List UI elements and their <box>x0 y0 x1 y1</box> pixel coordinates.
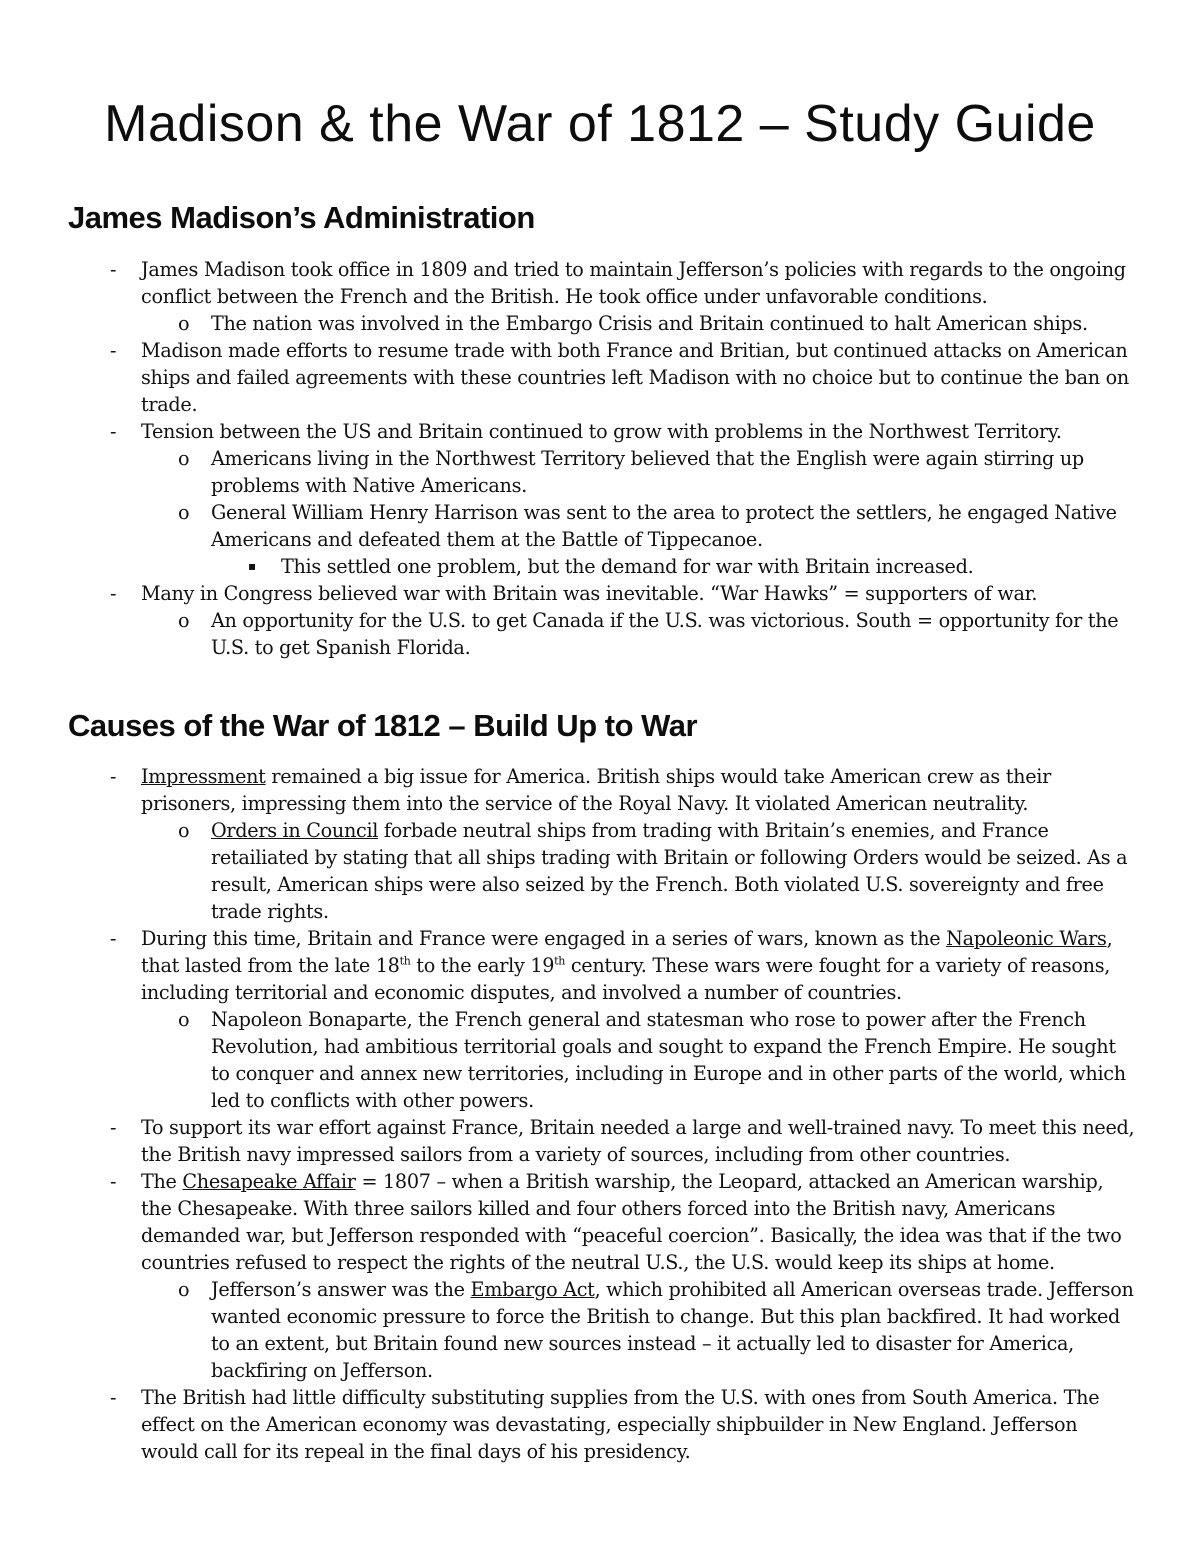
section-heading-madison-administration: James Madison’s Administration <box>68 200 535 235</box>
circle-bullet: o <box>178 1278 190 1301</box>
key-term-napoleonic-wars: Napoleonic Wars <box>946 927 1107 950</box>
list-item-text: forbade neutral ships from trading with Britain’s enemies, and France retailiated by stating that all ships trading with Britain or following Orders would be seized. As a result, American ships were also seized by the French. Both violated U.S. sovereignty and free trade rights. <box>211 819 1128 923</box>
key-term-orders-in-council: Orders in Council <box>211 819 379 842</box>
list-item-text: An opportunity for the U.S. to get Canada if the U.S. was victorious. South = opportunity for the U.S. to get Spanish Florida. <box>211 609 1119 659</box>
superscript: th <box>554 954 566 968</box>
list-item <box>0 1006 1135 1114</box>
section-causes-of-war <box>0 763 1200 1465</box>
list-item-text: To support its war effort against France, Britain needed a large and well-trained navy. To meet this need, the British navy impressed sailors from a variety of sources, including from other countries. <box>141 1116 1135 1166</box>
list-item <box>0 499 1135 553</box>
section-madison-administration <box>0 256 1200 661</box>
list-item-text: Many in Congress believed war with Britain was inevitable. “War Hawks” = supporters of war. <box>141 582 1038 605</box>
circle-bullet: o <box>178 1008 190 1031</box>
list-item <box>0 925 1135 1006</box>
key-term-chesapeake-affair: Chesapeake Affair <box>182 1170 356 1193</box>
list-item <box>0 817 1135 925</box>
list-item <box>0 1384 1135 1465</box>
key-term-impressment: Impressment <box>141 765 266 788</box>
list-item-text: Napoleon Bonaparte, the French general and statesman who rose to power after the French Revolution, had ambitious territorial goals and sought to expand the French Empire. He sought to conquer and annex new territories, including in Europe and in other parts of the world, which led to conflicts with other powers. <box>211 1008 1126 1112</box>
list-item-text: The <box>141 1170 183 1193</box>
list-item-text: This settled one problem, but the demand for war with Britain increased. <box>281 555 974 578</box>
list-item <box>0 1114 1135 1168</box>
dash-bullet: - <box>110 1170 117 1193</box>
list-item-text: James Madison took office in 1809 and tried to maintain Jefferson’s policies with regards to the ongoing conflict between the French and the British. He took office under unfavorable conditions. <box>141 258 1126 308</box>
list-item-text: The nation was involved in the Embargo Crisis and Britain continued to halt American ships. <box>211 312 1088 335</box>
list-item <box>0 445 1135 499</box>
dash-bullet: - <box>110 582 117 605</box>
list-item <box>0 1276 1135 1384</box>
dash-bullet: - <box>110 339 117 362</box>
circle-bullet: o <box>178 501 190 524</box>
list-item-text: The British had little difficulty substituting supplies from the U.S. with ones from South America. The effect on the American economy was devastating, especially shipbuilder in New England. Jefferson would call for its repeal in the final days of his presidency. <box>141 1386 1100 1463</box>
list-item-text: century. These wars were fought for a variety of reasons, including territorial and economic disputes, and involved a number of countries. <box>141 954 1111 1004</box>
list-item-text: Jefferson’s answer was the <box>211 1278 471 1301</box>
list-item-text: remained a big issue for America. British ships would take American crew as their prisoners, impressing them into the service of the Royal Navy. It violated American neutrality. <box>141 765 1051 815</box>
dash-bullet: - <box>110 258 117 281</box>
page-title: Madison & the War of 1812 – Study Guide <box>104 95 1096 153</box>
list-item <box>0 310 1135 337</box>
list-item-text: Americans living in the Northwest Territory believed that the English were again stirring up problems with Native Americans. <box>211 447 1084 497</box>
list-item-text: , that lasted from the late 18 <box>141 927 1113 977</box>
circle-bullet: o <box>178 312 190 335</box>
dash-bullet: - <box>110 1116 117 1139</box>
list-item-text: Madison made efforts to resume trade with both France and Britian, but continued attacks on American ships and failed agreements with these countries left Madison with no choice but to continue the ban on trade. <box>141 339 1129 416</box>
dash-bullet: - <box>110 420 117 443</box>
key-term-embargo-act: Embargo Act <box>470 1278 595 1301</box>
list-item <box>0 256 1135 310</box>
circle-bullet: o <box>178 447 190 470</box>
list-item <box>0 553 1135 580</box>
section-heading-causes-of-war: Causes of the War of 1812 – Build Up to War <box>68 708 698 743</box>
circle-bullet: o <box>178 609 190 632</box>
list-item-text: General William Henry Harrison was sent to the area to protect the settlers, he engaged Native Americans and defeated them at the Battle of Tippecanoe. <box>211 501 1117 551</box>
list-item <box>0 607 1135 661</box>
square-bullet: ▪ <box>248 559 256 573</box>
list-item <box>0 763 1135 817</box>
list-item <box>0 1168 1135 1276</box>
list-item-text: During this time, Britain and France were engaged in a series of wars, known as the <box>141 927 947 950</box>
list-item <box>0 418 1135 445</box>
list-item <box>0 580 1135 607</box>
dash-bullet: - <box>110 1386 117 1409</box>
list-item-text: to the early 19 <box>410 954 555 977</box>
dash-bullet: - <box>110 765 117 788</box>
circle-bullet: o <box>178 819 190 842</box>
list-item-text: , which prohibited all American overseas trade. Jefferson wanted economic pressure to force the British to change. But this plan backfired. It had worked to an extent, but Britain found new sources instead – it actually led to disaster for America, backfiring on Jefferson. <box>211 1278 1134 1382</box>
list-item-text: = 1807 – when a British warship, the Leopard, attacked an American warship, the Chesapeake. With three sailors killed and four others forced into the British navy, Americans demanded war, but Jefferson responded with “peaceful coercion”. Basically, the idea was that if the two countries refused to respect the rights of the neutral U.S., the U.S. would keep its ships at home. <box>141 1170 1122 1274</box>
superscript: th <box>399 954 411 968</box>
list-item-text: Tension between the US and Britain continued to grow with problems in the Northwest Territory. <box>141 420 1062 443</box>
list-item <box>0 337 1135 418</box>
dash-bullet: - <box>110 927 117 950</box>
